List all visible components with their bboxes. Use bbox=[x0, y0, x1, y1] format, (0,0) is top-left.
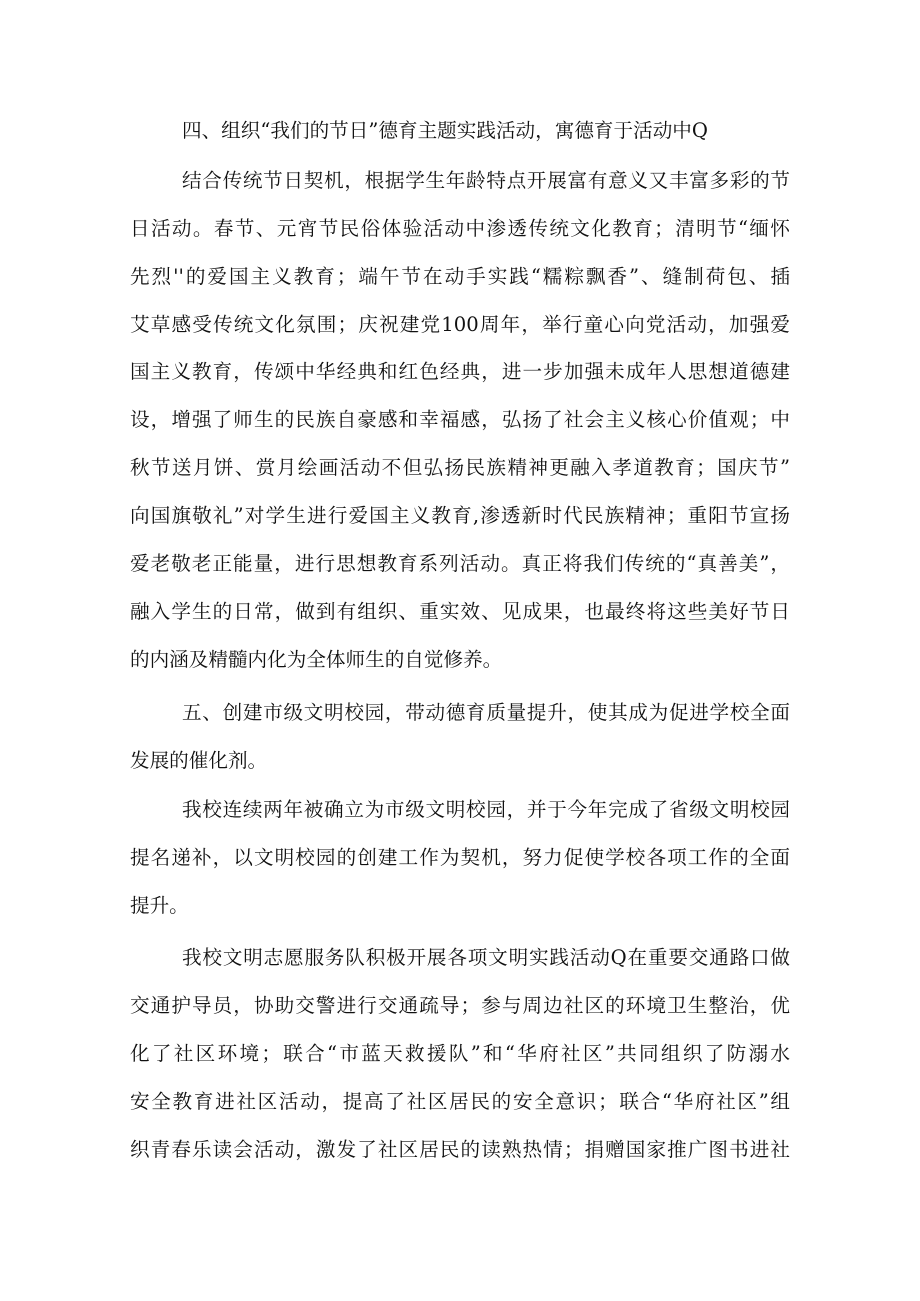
section-4-heading: 四、组织“我们的节日”德育主题实践活动，寓德育于活动中Q bbox=[182, 119, 708, 142]
paragraph-line: 我校文明志愿服务队积极开展各项文明实践活动Q在重要交通路口做 bbox=[182, 946, 790, 969]
section-5-heading-cont: 发展的催化剂。 bbox=[130, 749, 268, 772]
paragraph-line: 结合传统节日契机，根据学生年龄特点开展富有意义又丰富多彩的节 bbox=[182, 169, 790, 192]
paragraph-line: 融入学生的日常，做到有组织、重实效、见成果，也最终将这些美好节日 bbox=[130, 600, 790, 623]
paragraph-line: 化了社区环境；联合“市蓝天救援队”和“华府社区”共同组织了防溺水 bbox=[130, 1042, 790, 1065]
paragraph-line: 交通护导员，协助交警进行交通疏导；参与周边社区的环境卫生整治，优 bbox=[130, 994, 790, 1017]
paragraph-line: 日活动。春节、元宵节民俗体验活动中渗透传统文化教育；清明节“缅怀 bbox=[130, 217, 790, 240]
paragraph-line: 织青春乐读会活动，激发了社区居民的读熟热情；捐赠国家推广图书进社 bbox=[130, 1138, 790, 1161]
paragraph-line: 秋节送月饼、赏月绘画活动不但弘扬民族精神更融入孝道教育；国庆节” bbox=[130, 456, 790, 479]
paragraph-line: 先烈''的爱国主义教育；端午节在动手实践“糯粽飘香”、缝制荷包、插 bbox=[130, 265, 790, 288]
paragraph-line: 安全教育进社区活动，提高了社区居民的安全意识；联合“华府社区”组 bbox=[130, 1090, 790, 1113]
paragraph-line: 向国旗敬礼”对学生进行爱国主义教育,渗透新时代民族精神；重阳节宣扬 bbox=[130, 504, 790, 527]
section-5-heading: 五、创建市级文明校园，带动德育质量提升，使其成为促进学校全面 bbox=[182, 701, 790, 724]
paragraph-line: 提升。 bbox=[130, 894, 189, 917]
paragraph-line: 我校连续两年被确立为市级文明校园，并于今年完成了省级文明校园 bbox=[182, 798, 790, 821]
paragraph-line: 艾草感受传统文化氛围；庆祝建党100周年，举行童心向党活动，加强爱 bbox=[130, 313, 790, 336]
paragraph-line: 国主义教育，传颂中华经典和红色经典，进一步加强未成年人思想道德建 bbox=[130, 360, 790, 383]
paragraph-line: 爱老敬老正能量，进行思想教育系列活动。真正将我们传统的“真善美”， bbox=[130, 552, 790, 575]
paragraph-line: 设，增强了师生的民族自豪感和幸福感，弘扬了社会主义核心价值观；中 bbox=[130, 408, 790, 431]
paragraph-line: 的内涵及精髓内化为全体师生的自觉修养。 bbox=[130, 648, 503, 671]
paragraph-line: 提名递补，以文明校园的创建工作为契机，努力促使学校各项工作的全面 bbox=[130, 846, 790, 869]
